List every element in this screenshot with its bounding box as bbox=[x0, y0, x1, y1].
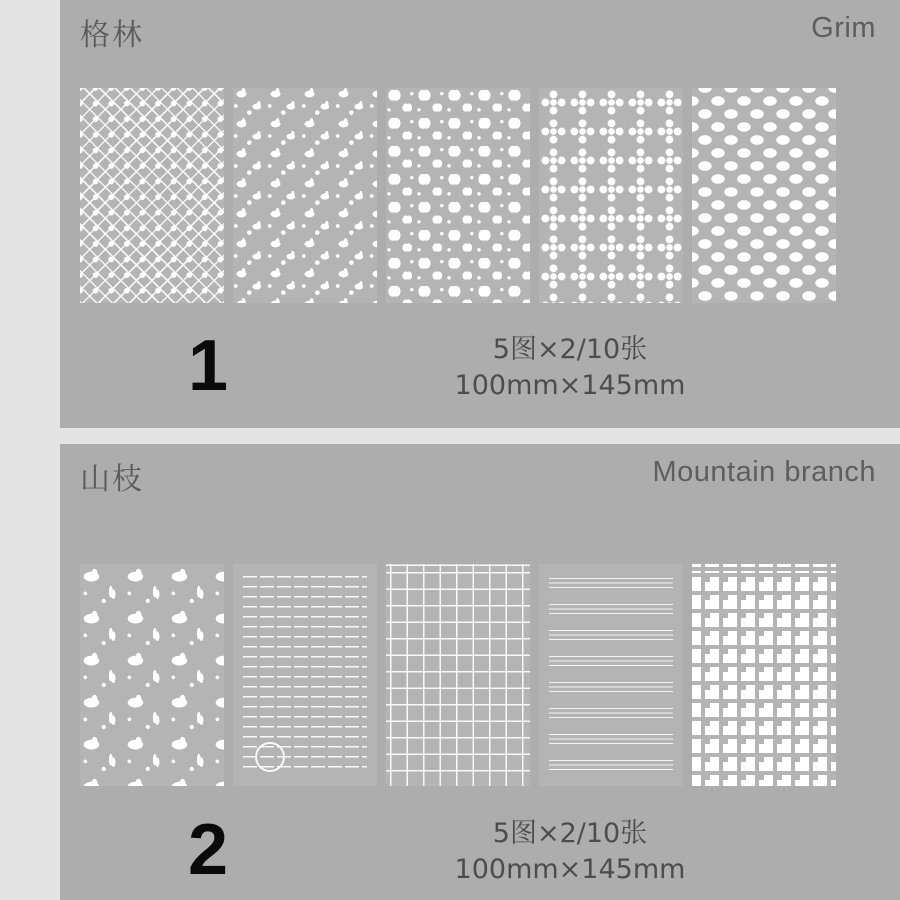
pattern-music-staves bbox=[539, 564, 683, 786]
panel-1-specs bbox=[360, 332, 780, 405]
pattern-alphabet-blocks bbox=[386, 564, 530, 786]
panel-2-card-row bbox=[80, 564, 880, 786]
panel-1-header bbox=[60, 0, 900, 70]
panel-2-title-en: Mountain branch bbox=[652, 456, 876, 488]
panel-1-number: 1 bbox=[188, 326, 229, 406]
pattern-bunnies bbox=[233, 88, 377, 303]
panel-1-title-cn: 格林 bbox=[80, 18, 144, 53]
card-alphabet-blocks[interactable] bbox=[386, 564, 530, 786]
pattern-handwriting bbox=[233, 564, 377, 786]
panel-2-spec-line-1: 5图×2/10张 bbox=[492, 818, 648, 849]
pattern-leaves bbox=[692, 88, 836, 303]
pattern-lattice-hearts bbox=[80, 88, 224, 303]
product-panel-2 bbox=[60, 444, 900, 900]
panel-1-spec-line-2: 100mm×145mm bbox=[454, 370, 686, 402]
card-cats-sprigs[interactable] bbox=[80, 564, 224, 786]
product-panel-1 bbox=[60, 0, 900, 428]
panel-2-specs bbox=[360, 816, 780, 889]
card-basket-weave[interactable] bbox=[692, 564, 836, 786]
card-daisies[interactable] bbox=[539, 88, 683, 303]
pattern-cats-sprigs bbox=[80, 564, 224, 786]
panel-2-title-cn: 山枝 bbox=[80, 462, 144, 497]
panel-1-spec-line-1: 5图×2/10张 bbox=[492, 334, 648, 365]
card-lattice-hearts[interactable] bbox=[80, 88, 224, 303]
pattern-daisies bbox=[539, 88, 683, 303]
pattern-butterflies bbox=[386, 88, 530, 303]
card-handwriting[interactable] bbox=[233, 564, 377, 786]
panel-1-card-row bbox=[80, 88, 880, 303]
panel-2-number: 2 bbox=[188, 810, 229, 890]
panel-2-header bbox=[60, 444, 900, 514]
card-leaves[interactable] bbox=[692, 88, 836, 303]
card-bunnies[interactable] bbox=[233, 88, 377, 303]
card-butterflies[interactable] bbox=[386, 88, 530, 303]
panel-2-spec-line-2: 100mm×145mm bbox=[454, 854, 686, 886]
panel-1-title-en: Grim bbox=[811, 12, 876, 44]
card-music-staves[interactable] bbox=[539, 564, 683, 786]
panel-divider bbox=[60, 428, 900, 444]
pattern-basket-weave bbox=[692, 564, 836, 786]
